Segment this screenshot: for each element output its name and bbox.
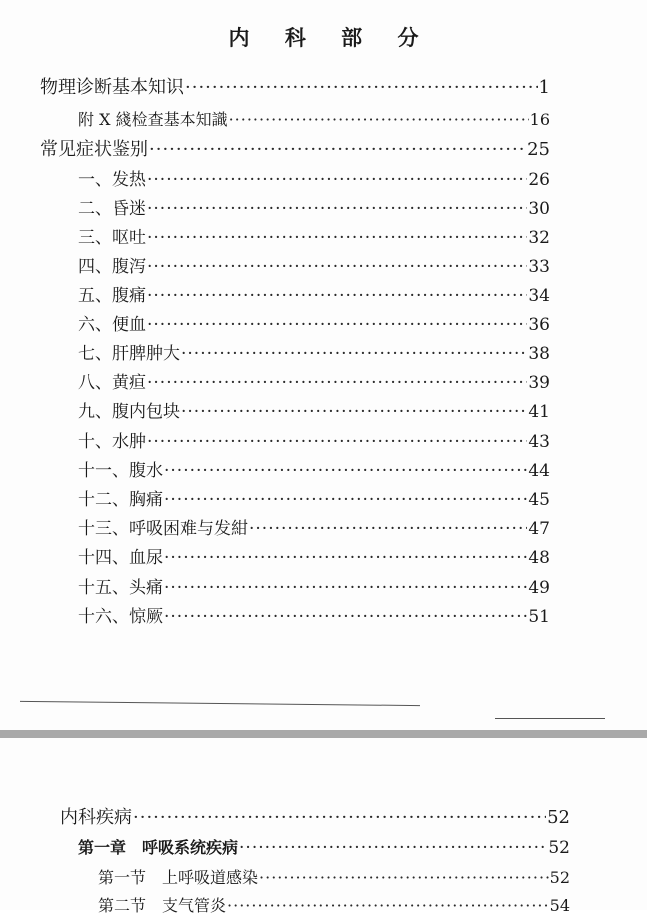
toc-entry-page: 52	[547, 807, 570, 828]
toc-entry-text: 十三、呼吸困难与发紺	[78, 519, 248, 539]
toc-entry-text: 十、水肿	[78, 432, 146, 452]
toc-leader	[227, 896, 549, 916]
toc-entry-text: 四、腹泻	[78, 257, 146, 277]
toc-entry	[78, 228, 550, 248]
toc-entry-text: 内科疾病	[60, 807, 132, 828]
toc-entry-text: 六、便血	[78, 315, 146, 335]
toc-entry-text: 八、黄疸	[78, 373, 146, 393]
page-bottom	[0, 738, 647, 915]
toc-entry-page: 54	[549, 896, 570, 915]
toc-entry-text: 五、腹痛	[78, 286, 146, 306]
toc-entry	[98, 896, 570, 916]
toc-entry-text: 附 X 綫检查基本知識	[78, 110, 228, 129]
toc-entry-text: 十六、惊厥	[78, 607, 163, 627]
toc-leader	[133, 808, 546, 828]
toc-entry	[78, 110, 550, 130]
toc-entry	[78, 838, 570, 858]
toc-entry-text: 第一节 上呼吸道感染	[98, 868, 259, 887]
toc-entry-page: 38	[528, 344, 550, 364]
toc-entry-text: 十四、血尿	[78, 548, 163, 568]
toc-leader	[259, 868, 549, 888]
toc-entry-text: 十五、头痛	[78, 578, 163, 598]
toc-entry	[78, 432, 550, 452]
toc-leader	[164, 490, 527, 510]
toc-entry-page: 43	[528, 432, 550, 452]
toc-entry	[78, 170, 550, 190]
toc-entry-text: 七、肝脾肿大	[78, 344, 180, 364]
toc-entry	[78, 344, 550, 364]
toc-entry	[78, 257, 550, 277]
toc-leader	[147, 199, 527, 219]
toc-leader	[164, 461, 527, 481]
page-title: 内 科 部 分	[228, 26, 433, 50]
toc-entry-text: 物理诊断基本知识	[40, 77, 184, 98]
toc-entry	[78, 315, 550, 335]
toc-entry	[78, 490, 550, 510]
toc-entry-page: 26	[528, 170, 550, 190]
toc-chapter-text: 第一章 呼吸系统疾病	[78, 838, 239, 857]
toc-entry	[78, 373, 550, 393]
toc-entry-text: 十二、胸痛	[78, 490, 163, 510]
toc-entry-text: 十一、腹水	[78, 461, 163, 481]
scan-artifact-line	[495, 718, 605, 719]
toc-entry-page: 34	[528, 286, 550, 306]
page-separator	[0, 730, 647, 738]
toc-entry-page: 36	[528, 315, 550, 335]
toc-entry-page: 16	[529, 110, 550, 129]
toc-entry-text: 三、呕吐	[78, 228, 146, 248]
toc-entry-page: 48	[528, 548, 550, 568]
toc-entry	[40, 140, 550, 160]
toc-entry	[78, 548, 550, 568]
toc-entry-page: 47	[528, 519, 550, 539]
toc-entry	[78, 607, 550, 627]
toc-leader	[147, 228, 527, 248]
toc-entry-page: 51	[528, 607, 550, 627]
toc-leader	[164, 548, 527, 568]
toc-entry-page: 44	[528, 461, 550, 481]
toc-entry-page: 30	[528, 199, 550, 219]
toc-leader	[164, 607, 527, 627]
toc-leader	[181, 344, 527, 364]
toc-entry-page: 41	[528, 402, 550, 422]
toc-leader	[185, 78, 538, 98]
toc-entry-page: 33	[528, 257, 550, 277]
toc-entry-page: 49	[528, 578, 550, 598]
toc-entry-page: 52	[548, 838, 570, 858]
toc-leader	[147, 257, 527, 277]
toc-leader	[147, 432, 527, 452]
toc-leader	[239, 838, 547, 858]
toc-entry-page: 25	[527, 139, 550, 160]
toc-entry	[78, 402, 550, 422]
scan-artifact-line	[20, 701, 420, 706]
toc-leader	[147, 315, 527, 335]
toc-entry	[78, 519, 550, 539]
toc-entry	[60, 808, 570, 828]
toc-leader	[149, 140, 526, 160]
toc-entry	[78, 461, 550, 481]
toc-entry-page: 1	[538, 77, 550, 98]
toc-entry	[78, 199, 550, 219]
toc-entry-text: 常见症状鉴别	[40, 139, 148, 160]
toc-leader	[249, 519, 527, 539]
toc-entry-page: 45	[528, 490, 550, 510]
toc-entry	[40, 78, 550, 98]
toc-entry-text: 第二节 支气管炎	[98, 896, 227, 915]
toc-entry-text: 一、发热	[78, 170, 146, 190]
toc-leader	[147, 286, 527, 306]
toc-entry-text: 二、昏迷	[78, 199, 146, 219]
toc-entry-text: 九、腹内包块	[78, 402, 180, 422]
toc-entry	[78, 286, 550, 306]
toc-leader	[164, 578, 527, 598]
toc-entry-page: 52	[549, 868, 570, 887]
toc-entry	[98, 868, 570, 888]
toc-leader	[147, 170, 527, 190]
toc-leader	[181, 402, 527, 422]
toc-entry-page: 39	[528, 373, 550, 393]
toc-entry	[78, 578, 550, 598]
toc-leader	[147, 373, 527, 393]
toc-entry-page: 32	[528, 228, 550, 248]
toc-leader	[229, 110, 529, 130]
